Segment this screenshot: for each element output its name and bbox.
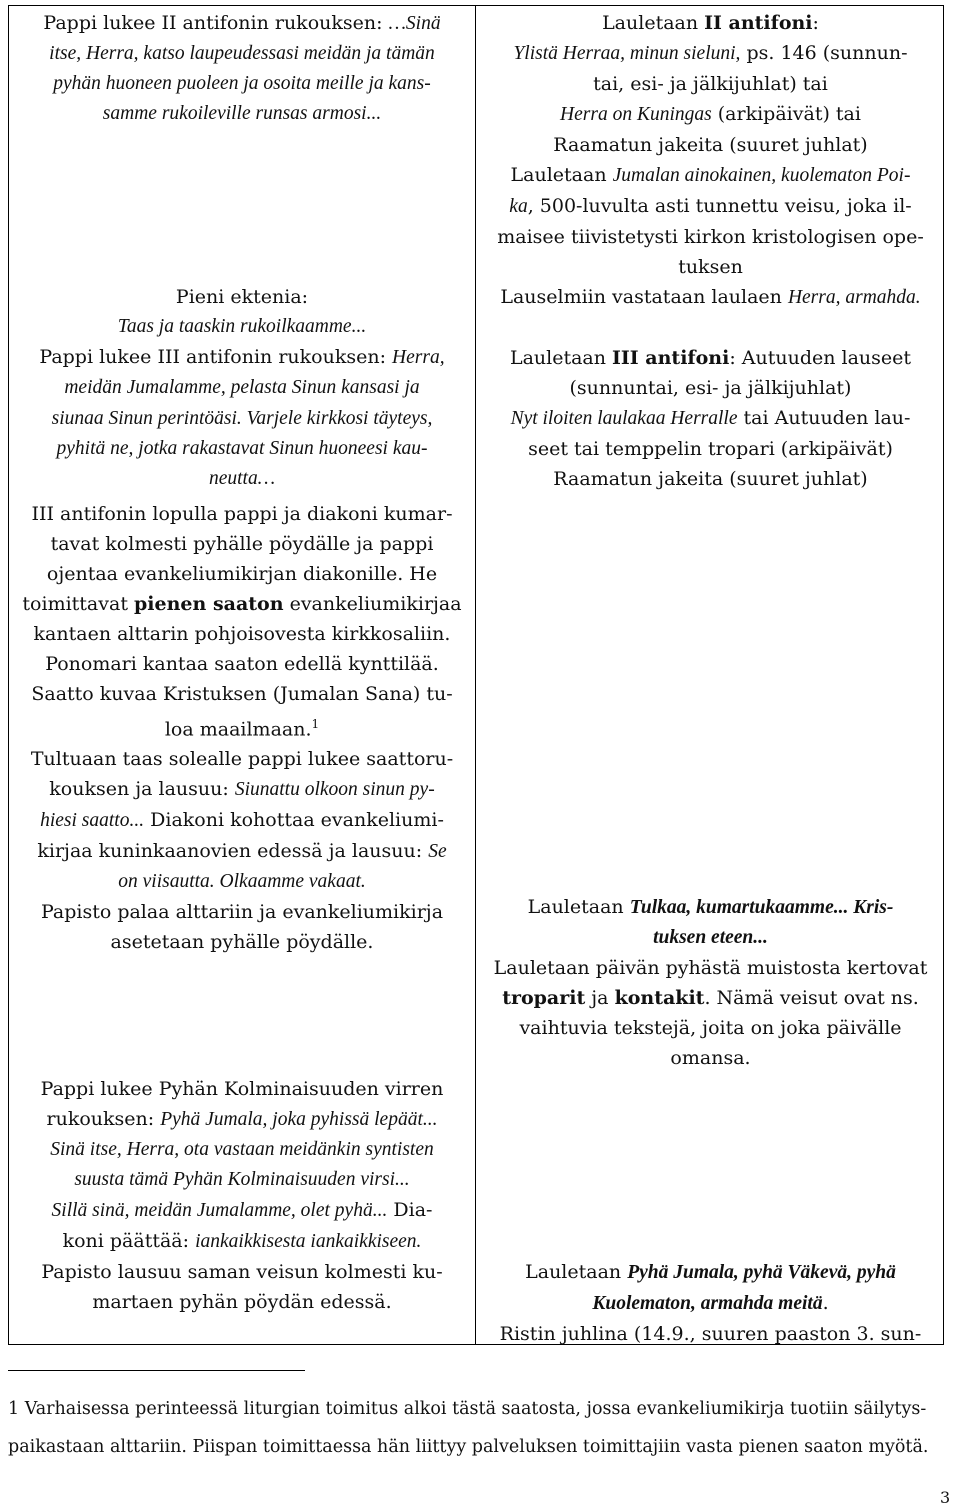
right-block-entrance-hymn: Lauletaan Tulkaa, kumartukaamme... Kris- tuksen eteen... Lauletaan päivän pyhästä muistosta kertovat troparit ja kontakit. Nämä veisut ovat ns. vaihtuvia tekstejä, joita on joka päivälle omansa. [493, 896, 928, 1069]
left-block-small-entrance: III antifonin lopulla pappi ja diakoni kumar- tavat kolmesti pyhälle pöydälle ja pappi ojentaa evankeliumikirjan diakonille. He toimittavat pienen saaton evankeliumikirjaa kantaen alttarin pohjoisovesta kirkkosaliin. Ponomari kantaa saaton edellä kynttilää. Saatto kuvaa Kristuksen (Jumalan Sana) tu- loa maailmaan.$^1$ Tultuaan taas solealle pappi lukee saattoru- kouksen ja lausuu: Siunattu olkoon sinun py- hiesi saatto... Diakoni kohottaa evankeliumi- kirjaa kuninkaanovien edessä ja lausuu: Se on viisautta. Olkaamme vakaat. Papisto palaa alttariin ja evankeliumikirja asetetaan pyhälle pöydälle. [22, 503, 462, 954]
footnote-ref[interactable]: 1 [311, 717, 320, 731]
small-litany-heading: Pieni ektenia: [175, 286, 309, 308]
footnote-separator [8, 1370, 305, 1371]
right-block-antiphon3: Lauletaan III antifoni: Autuuden lauseet (sunnuntai, esi- ja jälkijuhlat) Nyt iloiten laulakaa Herralle tai Autuuden lau- seet tai temppelin tropari (arkipäivät) Raamatun jakeita (suuret juhlat) [509, 347, 912, 490]
left-block-trisagion-prayer: Pappi lukee Pyhän Kolminaisuuden virren rukouksen: Pyhä Jumala, joka pyhissä lepäät... Sinä itse, Herra, ota vastaan meidänkin syntisten suusta tämä Pyhän Kolminaisuuden virsi... Sillä sinä, meidän Jumalamme, olet pyhä... Dia- koni päättää: iankaikkisesta iankaikkiseen. Papisto lausuu saman veisun kolmesti ku- martaen pyhän pöydän edessä. [40, 1078, 444, 1313]
page-number: 3 [940, 1488, 951, 1507]
column-divider [475, 6, 476, 1344]
footnote: 1 Varhaisessa perinteessä liturgian toimitus alkoi tästä saatosta, jossa evankeliumikirja tuotiin säilytys- paikastaan alttariin. Piispan toimittaessa hän liittyy palveluksen toimittajiin vasta pienen saaton myötä. [8, 1399, 929, 1457]
right-block-antiphon2: Lauletaan II antifoni: Ylistä Herraa, minun sieluni, ps. 146 (sunnun- tai, esi- ja jälkijuhlat) tai Herra on Kuningas (arkipäivät) tai Raamatun jakeita (suuret juhlat) Lauletaan Jumalan ainokainen, kuolematon Poi- ka, 500-luvulta asti tunnettu veisu, joka il- maisee tiivistetysti kirkon kristologisen ope- tuksen Lauselmiin vastataan laulaen Herra, armahda. [497, 12, 924, 308]
right-block-trisagion: Lauletaan Pyhä Jumala, pyhä Väkevä, pyhä Kuolematon, armahda meitä. Ristin juhlina (14.9., suuren paaston 3. sun- [499, 1261, 922, 1345]
liturgy-table [8, 5, 944, 1345]
left-block-small-litany: Pieni ektenia: Taas ja taaskin rukoilkaamme... Pappi lukee III antifonin rukouksen: Herra, meidän Jumalamme, pelasta Sinun kansasi ja siunaa Sinun perintöäsi. Varjele kirkkosi täyteys, pyhitä ne, jotka rakastavat Sinun huoneesi kau- neutta… [15, 282, 469, 494]
left-block-antiphon2-prayer: Pappi lukee II antifonin rukouksen: …Sinä itse, Herra, katso laupeudessasi meidän ja tämän pyhän huoneen puoleen ja osoita meille ja kans- samme rukoileville runsas armosi... [43, 12, 441, 124]
footnote-number: 1 [8, 1399, 20, 1419]
